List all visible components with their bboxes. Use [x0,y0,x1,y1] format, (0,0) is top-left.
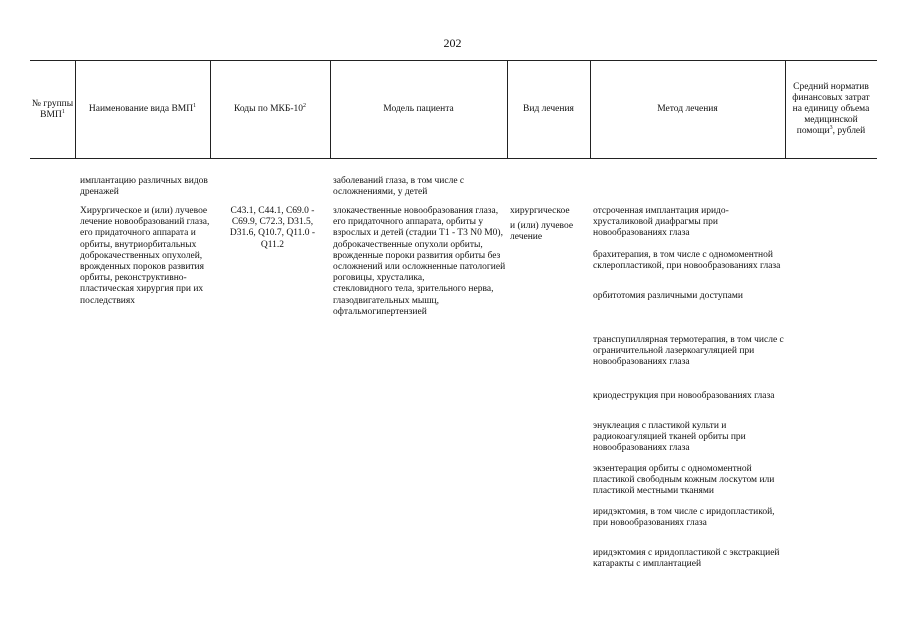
header-vmp-name: Наименование вида ВМП$^1$ [88,102,197,114]
treatment-method-item: орбитотомия различными доступами [593,291,743,301]
treatment-method-item: отсроченная имплантация иридо-хрусталиковой диафрагмы при новообразованиях глаза [593,206,729,239]
treatment-method-item: иридэктомия, в том числе с иридопластикой, при новообразованиях глаза [593,507,775,529]
patient-model-cell: злокачественные новообразования глаза, его придаточного аппарата, орбиты у взрослых и детей (стадии T1 - T3 N0 M0), доброкачественные опухоли орбиты, врожденные пороки развития орбиты без осложнений или осложненные патологией роговицы, хрусталика, стекловидного тела, зрительного нерва, глазодвигательных мышц, офтальмогипертензией [333,206,506,317]
continuation-model-cell: заболеваний глаза, в том числе с осложнениями, у детей [333,176,465,198]
table-header [30,60,877,159]
treatment-method-item: энуклеация с пластикой культи и радиокоагуляцией тканей орбиты при новообразованиях глаза [593,421,746,454]
treatment-method-item: транспупиллярная термотерапия, в том числе с ограничительной лазеркоагуляцией при новообразованиях глаза [593,335,784,368]
treatment-method-item: криодеструкция при новообразованиях глаза [593,391,775,401]
header-icd-codes: Коды по МКБ-$10^2$ [233,102,307,114]
vmp-name-cell: Хирургическое и (или) лучевое лечение новообразований глаза, его придаточного аппарата и орбиты, внутриорбитальных доброкачественных опухолей, врожденных пороков развития орбиты, реконструктивно-пластическая хирургия при их последствиях [80,206,210,306]
treatment-method-item: брахитерапия, в том числе с одномоментной склеропластикой, при новообразованиях глаза [593,250,781,272]
header-patient-model: Модель пациента [383,104,454,114]
treatment-method-item: экзентерация орбиты с одномоментной пластикой свободным кожным лоскутом или пластикой местными тканями [593,464,775,497]
treatment-method-item: иридэктомия с иридопластикой с экстракцией катаракты с имплантацией [593,548,780,570]
header-cost-norm: Средний норматив финансовых затрат на единицу объема медицинской помощи$^3$, рублей [792,82,870,136]
page-number: 202 [443,36,462,50]
header-treatment-type: Вид лечения [523,104,574,114]
continuation-name-cell: имплантацию различных видов дренажей [80,176,208,198]
header-treatment-method: Метод лечения [657,104,718,114]
header-group-number: № группы ВМП$^1$ [31,98,74,120]
treatment-type-cell: хирургическое и (или) лучевое лечение [510,206,574,243]
icd-codes-cell: C43.1, C44.1, C69.0 - C69.9, C72.3, D31.5, D31.6, Q10.7, Q11.0 - Q11.2 [229,206,316,250]
